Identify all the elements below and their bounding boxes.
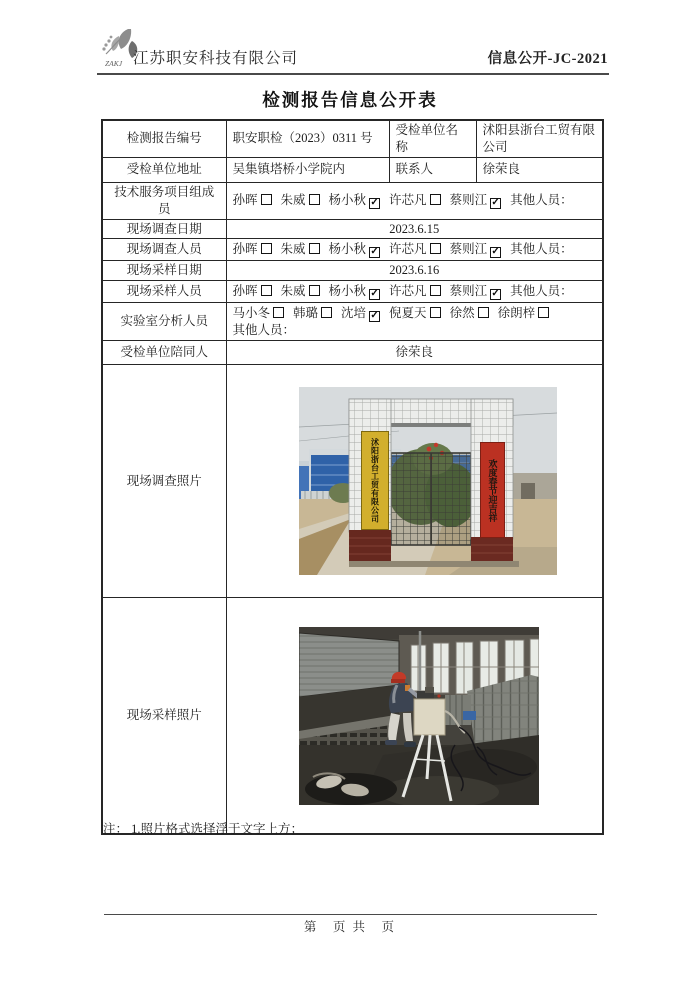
member-name: 朱威 bbox=[280, 242, 306, 257]
report-no-label: 检测报告编号 bbox=[102, 120, 226, 157]
member-name: 韩璐 bbox=[293, 305, 319, 320]
company-name: 江苏职安科技有限公司 bbox=[133, 50, 299, 67]
table-row bbox=[102, 261, 603, 281]
member-item bbox=[233, 284, 272, 298]
checkbox-unchecked-icon bbox=[430, 307, 441, 318]
member-item bbox=[450, 242, 502, 256]
checkbox-unchecked-icon bbox=[309, 285, 320, 296]
checkbox-unchecked-icon bbox=[478, 307, 489, 318]
member-name: 倪夏天 bbox=[389, 305, 427, 320]
member-name: 蔡则江 bbox=[449, 284, 488, 299]
member-name: 杨小秋 bbox=[328, 193, 367, 208]
tech-team-members bbox=[226, 182, 603, 219]
sampling-date-label: 现场采样日期 bbox=[102, 261, 226, 281]
member-item bbox=[389, 306, 441, 320]
checkbox-unchecked-icon bbox=[321, 307, 332, 318]
checkbox-unchecked-icon bbox=[430, 285, 441, 296]
survey-photo-cell bbox=[226, 365, 603, 598]
table-row bbox=[102, 182, 603, 219]
member-name: 徐朗梓 bbox=[497, 305, 536, 320]
report-no-value: 职安职检（2023）0311 号 bbox=[226, 120, 389, 157]
table-row bbox=[102, 341, 603, 365]
checkbox-checked-icon: ✓ bbox=[491, 197, 500, 209]
member-item bbox=[389, 284, 441, 298]
member-name: 许芯凡 bbox=[389, 242, 427, 257]
table-row bbox=[102, 120, 603, 157]
member-name: 朱威 bbox=[280, 193, 306, 208]
member-item bbox=[281, 284, 320, 298]
member-item bbox=[341, 306, 380, 320]
checkbox-checked-icon: ✓ bbox=[370, 197, 379, 209]
checkbox-unchecked-icon bbox=[430, 243, 441, 254]
checkbox-unchecked-icon bbox=[430, 194, 441, 205]
companion-value: 徐荣良 bbox=[226, 341, 603, 365]
survey-photo-label: 现场调查照片 bbox=[102, 365, 226, 598]
contact-value: 徐荣良 bbox=[476, 157, 603, 182]
member-item bbox=[450, 306, 489, 320]
unit-addr-value: 吴集镇塔桥小学院内 bbox=[226, 157, 389, 182]
member-name: 蔡则江 bbox=[449, 242, 488, 257]
table-row bbox=[102, 365, 603, 598]
checkbox-checked-icon: ✓ bbox=[370, 309, 379, 321]
member-item bbox=[450, 284, 502, 298]
member-name: 孙晖 bbox=[232, 284, 258, 299]
table-row bbox=[102, 598, 603, 834]
footer-rule bbox=[104, 914, 597, 915]
survey-date-value: 2023.6.15 bbox=[226, 219, 603, 239]
checkbox-unchecked-icon bbox=[261, 285, 272, 296]
member-name: 孙晖 bbox=[232, 242, 258, 257]
checkbox-unchecked-icon bbox=[538, 307, 549, 318]
member-name: 许芯凡 bbox=[389, 284, 427, 299]
sampling-staff-label: 现场采样人员 bbox=[102, 281, 226, 303]
other-staff-label: 其他人员： bbox=[510, 242, 573, 257]
member-item bbox=[329, 242, 381, 256]
sampling-photo-cell bbox=[226, 598, 603, 834]
other-staff-label: 其他人员： bbox=[510, 193, 573, 208]
tech-team-label: 技术服务项目组成员 bbox=[102, 182, 226, 219]
other-staff-label: 其他人员： bbox=[510, 284, 573, 299]
page-number-text: 第 页 共 页 bbox=[303, 920, 397, 934]
checkbox-unchecked-icon bbox=[261, 243, 272, 254]
checkbox-unchecked-icon bbox=[309, 194, 320, 205]
checkbox-checked-icon: ✓ bbox=[491, 246, 500, 258]
lab-staff-members bbox=[226, 303, 603, 341]
member-name: 朱威 bbox=[280, 284, 306, 299]
gate-company-sign: 沭阳浙台工贸有限公司 bbox=[361, 431, 389, 530]
table-row bbox=[102, 219, 603, 239]
member-item bbox=[233, 242, 272, 256]
member-name: 蔡则江 bbox=[449, 193, 488, 208]
sampling-staff-members bbox=[226, 281, 603, 303]
member-name: 徐然 bbox=[449, 305, 475, 320]
table-row bbox=[102, 281, 603, 303]
page-title: 检测报告信息公开表 bbox=[262, 90, 438, 110]
sampling-date-value: 2023.6.16 bbox=[226, 261, 603, 281]
checkbox-unchecked-icon bbox=[273, 307, 284, 318]
table-row bbox=[102, 303, 603, 341]
member-name: 马小冬 bbox=[232, 305, 271, 320]
document-number: 信息公开-JC-2021 bbox=[487, 51, 608, 67]
member-item bbox=[498, 306, 550, 320]
workshop-sampling-scene bbox=[299, 627, 539, 805]
member-item bbox=[233, 306, 285, 320]
member-item bbox=[389, 242, 441, 256]
companion-label: 受检单位陪同人 bbox=[102, 341, 226, 365]
mesh-gate bbox=[391, 453, 471, 545]
table-row bbox=[102, 157, 603, 182]
unit-name-value: 沭阳县浙台工贸有限公司 bbox=[476, 120, 603, 157]
member-item bbox=[281, 193, 320, 207]
contact-label: 联系人 bbox=[389, 157, 476, 182]
member-item bbox=[389, 193, 441, 207]
unit-addr-label: 受检单位地址 bbox=[102, 157, 226, 182]
sampling-photo-label: 现场采样照片 bbox=[102, 598, 226, 834]
couplet-banner: 欢度春节迎吉祥 bbox=[480, 442, 505, 538]
member-item bbox=[233, 193, 272, 207]
header-rule bbox=[97, 73, 609, 75]
checkbox-checked-icon: ✓ bbox=[491, 288, 500, 300]
factory-gate-scene bbox=[299, 387, 557, 575]
member-name: 沈培 bbox=[341, 305, 367, 320]
other-staff-label: 其他人员： bbox=[232, 322, 296, 337]
unit-name-label: 受检单位名称 bbox=[389, 120, 476, 157]
member-item bbox=[329, 284, 381, 298]
footnote: 注： 1.照片格式选择浮于文字上方； bbox=[103, 822, 304, 836]
member-item bbox=[281, 242, 320, 256]
member-name: 许芯凡 bbox=[389, 193, 427, 208]
checkbox-checked-icon: ✓ bbox=[370, 246, 379, 258]
member-item bbox=[293, 306, 332, 320]
logo-text: ZAKJ bbox=[105, 59, 123, 68]
lab-staff-label: 实验室分析人员 bbox=[102, 303, 226, 341]
checkbox-unchecked-icon bbox=[309, 243, 320, 254]
member-item bbox=[450, 193, 502, 207]
member-name: 杨小秋 bbox=[328, 242, 367, 257]
survey-photo bbox=[299, 387, 557, 575]
survey-date-label: 现场调查日期 bbox=[102, 219, 226, 239]
disclosure-form-table bbox=[101, 119, 604, 835]
member-name: 杨小秋 bbox=[328, 284, 367, 299]
member-name: 孙晖 bbox=[232, 193, 258, 208]
member-item bbox=[329, 193, 381, 207]
sampling-photo bbox=[299, 627, 539, 805]
checkbox-unchecked-icon bbox=[261, 194, 272, 205]
survey-staff-label: 现场调查人员 bbox=[102, 239, 226, 261]
checkbox-checked-icon: ✓ bbox=[370, 288, 379, 300]
table-row bbox=[102, 239, 603, 261]
survey-staff-members bbox=[226, 239, 603, 261]
